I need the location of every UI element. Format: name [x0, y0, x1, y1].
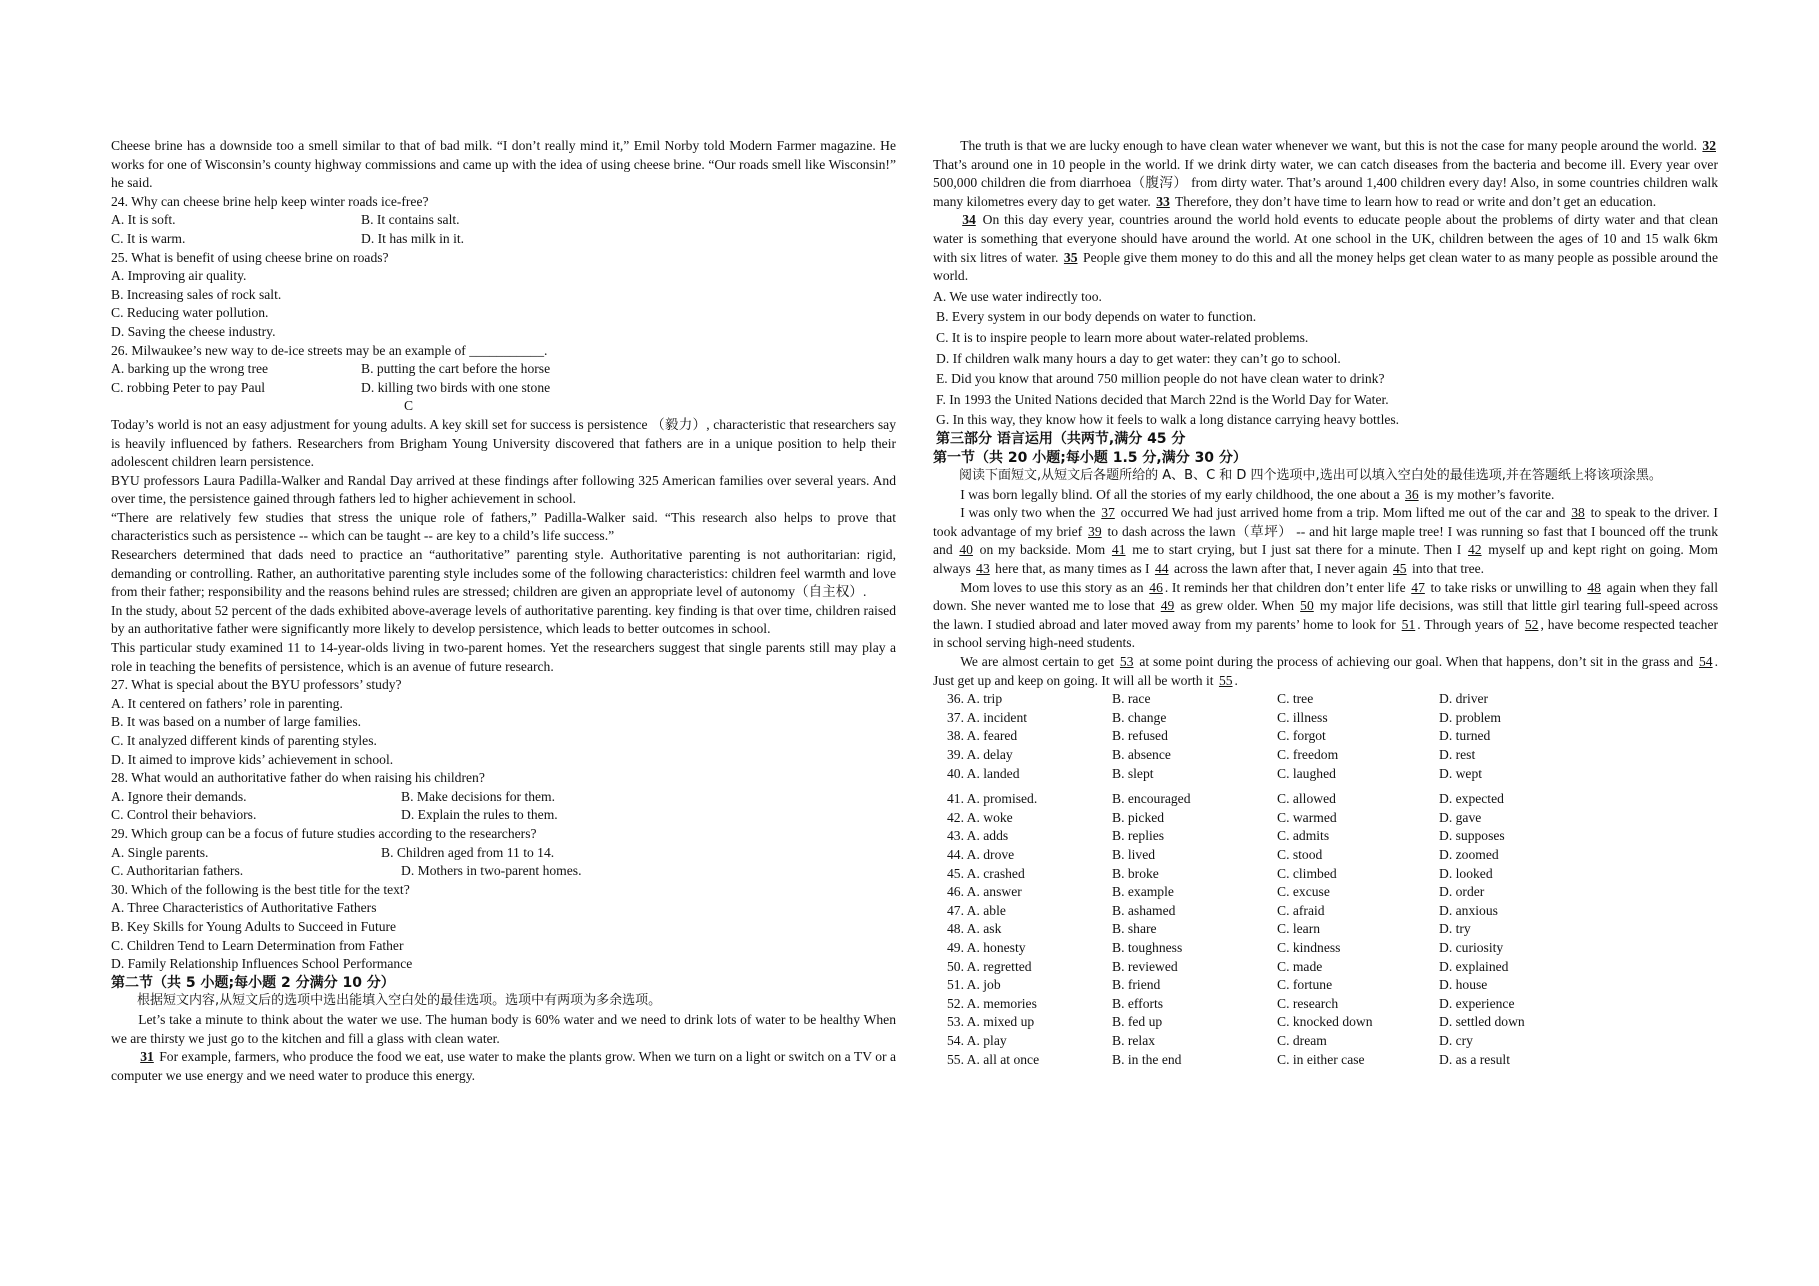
text: to speak to the driver. I took advantage of my brief	[933, 505, 1718, 539]
option-b: B. lived	[1112, 846, 1156, 862]
question-30: 30. Which of the following is the best title for the text?	[111, 881, 410, 897]
option-a: A. barking up the wrong tree	[111, 361, 269, 377]
text: People give them money to do this and all the money helps get clean water to as many people as possible around the world.	[933, 249, 1719, 284]
blank-37: 37	[1101, 505, 1115, 521]
option-b: B. absence	[1112, 747, 1171, 762]
option-c: C. freedom	[1277, 747, 1339, 762]
text: . Through years of	[1417, 616, 1519, 632]
cloze-options-table	[947, 690, 1525, 1069]
question-25: 25. What is benefit of using cheese brine on roads?	[111, 249, 389, 265]
blank-50: 50	[1300, 598, 1314, 614]
question-29: 29. Which group can be a focus of future studies according to the researchers?	[111, 825, 537, 841]
text: at some point during the process of achieving our goal. When that happens, don’t sit in the grass and	[1139, 654, 1694, 670]
blank-52: 52	[1524, 616, 1539, 632]
options-28-cd	[111, 806, 896, 825]
blank-32: 32	[1702, 138, 1716, 153]
option-b: B. broke	[1112, 865, 1159, 881]
option-d: D. experience	[1439, 995, 1515, 1011]
option-c: C. laughed	[1277, 765, 1336, 781]
cloze-option-row	[947, 958, 1525, 977]
option-d: D. zoomed	[1439, 846, 1499, 862]
option-b: B. Make decisions for them.	[401, 788, 556, 804]
cloze-option-row	[947, 846, 1525, 865]
blank-31: 31	[140, 1049, 154, 1065]
option-d: D. house	[1439, 977, 1488, 993]
cloze-option-row	[947, 1051, 1525, 1070]
option-c: C. kindness	[1277, 939, 1341, 955]
c-paragraph-3: “There are relatively few studies that stress the unique role of fathers,” Padilla-Walker said. “This research also helps to prove that characteristics such as persistence -- which can be taught -- are key to a child’s life success.”	[111, 509, 896, 544]
option-a: 48. A. ask	[947, 921, 1002, 937]
question-26: 26. Milwaukee’s new way to de-ice streets may be an example of ___________.	[111, 342, 548, 358]
question-24: 24. Why can cheese brine help keep winter roads ice-free?	[111, 193, 429, 209]
option-c: C. fortune	[1277, 977, 1333, 993]
option-d: D. gave	[1439, 809, 1482, 825]
cloze-paragraph-2	[933, 504, 1718, 578]
option-c: C. Control their behaviors.	[111, 807, 257, 823]
text: myself up and kept right on going. Mom always	[933, 542, 1718, 577]
option-c: C. Children Tend to Learn Determination from Father	[111, 937, 404, 953]
option-b: B. in the end	[1112, 1051, 1182, 1067]
text: occurred We had just arrived home from a trip. Mom lifted me out of the car and	[1120, 505, 1566, 521]
option-d: D. turned	[1439, 728, 1491, 744]
option-d: D. explained	[1439, 958, 1509, 974]
seven-option-f: F. In 1993 the United Nations decided that March 22nd is the World Day for Water.	[936, 391, 1389, 407]
cloze-option-row	[947, 827, 1525, 846]
blank-40: 40	[959, 542, 973, 558]
text: That’s around one in 10 people in the world. If we drink dirty water, we can catch diseases from the bacteria and become ill. Every year over 500,000 children die from diarrhoea（腹泻） from dirty water. That’s around 1,400 children every day! Also, in some countries children walk many kilometres every day to get water.	[933, 156, 1718, 209]
option-d: D. as a result	[1439, 1051, 1510, 1067]
option-c: C. It analyzed different kinds of parenting styles.	[111, 733, 377, 748]
cloze-option-row	[947, 883, 1525, 902]
text: The truth is that we are lucky enough to have clean water whenever we want, but this is not the case for many people around the world.	[960, 138, 1697, 153]
c-paragraph-4: Researchers determined that dads need to practice an “authoritative” parenting style. Authoritative parenting is not authoritarian: rigid, demanding or controlling. Rather, an authoritative parenting style includes some of the following characteristics: children feel warmth and love from their father; responsibility and the reasons behind rules are stressed; children are given an appropriate level of autonomy（自主权）.	[111, 547, 896, 600]
blank-43: 43	[976, 561, 990, 577]
option-a: 49. A. honesty	[947, 939, 1026, 955]
cloze-option-row	[947, 809, 1525, 828]
option-c: C. Reducing water pollution.	[111, 305, 269, 321]
option-c: C. robbing Peter to pay Paul	[111, 379, 266, 395]
text: Mom loves to use this story as an	[960, 579, 1144, 595]
water-paragraph-1: Let’s take a minute to think about the water we use. The human body is 60% water and we need to drink lots of water to be healthy When we are thirsty we just go to the kitchen and fill a glass with clean water.	[111, 1011, 896, 1046]
text: . Just get up and keep on going. It will all be worth it	[933, 654, 1718, 688]
option-b: B. slept	[1112, 765, 1154, 781]
cloze-option-row	[947, 783, 1525, 809]
option-b: B. It was based on a number of large families.	[111, 714, 362, 730]
option-c: C. forgot	[1277, 728, 1326, 744]
question-27: 27. What is special about the BYU professors’ study?	[111, 677, 402, 693]
blank-42: 42	[1467, 542, 1482, 558]
c-paragraph-6: This particular study examined 11 to 14-year-olds living in two-parent homes. Yet the researchers suggest that single parents still may play a role in teaching the benefits of persistence, which is an avenue of future research.	[111, 640, 896, 674]
option-b: B. picked	[1112, 809, 1165, 825]
option-b: B. Children aged from 11 to 14.	[381, 844, 555, 860]
option-b: B. encouraged	[1112, 791, 1191, 807]
blank-51: 51	[1401, 616, 1416, 632]
option-d: D. Saving the cheese industry.	[111, 323, 276, 339]
option-d: D. settled down	[1439, 1014, 1525, 1030]
option-d: D. expected	[1439, 791, 1504, 807]
options-29-cd	[111, 862, 896, 881]
text: again when they fall down. She never wanted me to lose that	[933, 579, 1718, 614]
option-b: B. putting the cart before the horse	[361, 361, 551, 377]
option-b: B. example	[1112, 884, 1174, 900]
option-c: C. research	[1277, 995, 1339, 1011]
blank-53: 53	[1119, 654, 1134, 670]
option-a: 50. A. regretted	[947, 958, 1032, 974]
cloze-option-row	[947, 690, 1525, 709]
option-d: D. driver	[1439, 691, 1489, 707]
option-a: 45. A. crashed	[947, 865, 1025, 881]
option-d: D. killing two birds with one stone	[361, 379, 551, 395]
text: on my backside. Mom	[979, 542, 1106, 558]
option-d: D. try	[1439, 921, 1471, 937]
part-3-title: 第三部分 语言运用（共两节,满分 45 分	[936, 430, 1186, 447]
text: We are almost certain to get	[960, 654, 1115, 670]
option-d: D. supposes	[1439, 828, 1505, 844]
brine-paragraph: Cheese brine has a downside too a smell similar to that of bad milk. “I don’t really mind it,” Emil Norby told Modern Farmer magazine. He works for one of Wisconsin’s county highway commissions and came up with the idea of using cheese brine. “Our roads smell like Wisconsin!” he said.	[111, 138, 896, 191]
water-paragraph-3	[933, 137, 1718, 211]
option-d: D. looked	[1439, 865, 1493, 881]
option-b: B. Increasing sales of rock salt.	[111, 286, 282, 302]
options-28-ab	[111, 788, 896, 807]
options-29-ab	[111, 844, 896, 863]
cloze-paragraph-1	[933, 486, 1718, 505]
option-a: 43. A. adds	[947, 828, 1009, 844]
option-d: D. Family Relationship Influences School Performance	[111, 956, 413, 972]
blank-38: 38	[1571, 505, 1585, 521]
option-b: B. replies	[1112, 828, 1165, 844]
option-d: D. problem	[1439, 709, 1501, 725]
text: to take risks or unwilling to	[1430, 579, 1582, 595]
passage-c-heading: C	[403, 398, 414, 414]
seven-option-g: G. In this way, they know how it feels to walk a long distance carrying heavy bottles.	[936, 412, 1400, 428]
text: .	[1234, 672, 1238, 688]
cloze-option-row	[947, 865, 1525, 884]
option-c: C. tree	[1277, 691, 1314, 707]
cloze-option-row	[947, 727, 1525, 746]
option-c: C. excuse	[1277, 884, 1330, 900]
seven-option-c: C. It is to inspire people to learn more about water-related problems.	[936, 329, 1309, 345]
option-d: D. order	[1439, 884, 1485, 900]
cloze-paragraph-4	[933, 653, 1718, 690]
option-a: 36. A. trip	[947, 691, 1003, 707]
cloze-options-body	[947, 690, 1525, 1069]
option-c: C. in either case	[1277, 1051, 1365, 1067]
water-paragraph-2	[111, 1048, 896, 1085]
option-a: 42. A. woke	[947, 809, 1013, 825]
option-a: A. Single parents.	[111, 844, 209, 860]
blank-55: 55	[1218, 672, 1233, 688]
text: me to start crying, but I just sat there for a minute. Then I	[1132, 542, 1462, 558]
left-column	[111, 137, 896, 1085]
option-a: A. Ignore their demands.	[111, 788, 247, 804]
option-a: 44. A. drove	[947, 846, 1015, 862]
option-a: 39. A. delay	[947, 747, 1013, 762]
options-26-cd	[111, 379, 896, 398]
blank-46: 46	[1149, 579, 1163, 595]
text: . It reminds her that children don’t enter life	[1164, 579, 1406, 595]
option-a: 41. A. promised.	[947, 791, 1038, 807]
section-2-title: 第二节（共 5 小题;每小题 2 分满分 10 分）	[111, 974, 395, 991]
option-d: D. Explain the rules to them.	[401, 807, 558, 823]
option-a: 53. A. mixed up	[947, 1014, 1035, 1030]
option-a: 54. A. play	[947, 1032, 1007, 1048]
option-c: C. dream	[1277, 1032, 1327, 1048]
text: Therefore, they don’t have time to learn how to read or write and don’t get an education.	[1171, 193, 1657, 209]
seven-option-a: A. We use water indirectly too.	[933, 288, 1102, 304]
option-c: C. illness	[1277, 709, 1328, 725]
cloze-option-row	[947, 902, 1525, 921]
cloze-option-row	[947, 1013, 1525, 1032]
option-c: C. warmed	[1277, 809, 1337, 825]
question-28: 28. What would an authoritative father do when raising his children?	[111, 770, 485, 786]
option-a: A. Three Characteristics of Authoritative Fathers	[111, 900, 377, 916]
option-c: C. Authoritarian fathers.	[111, 863, 244, 879]
option-c: C. admits	[1277, 828, 1330, 844]
option-b: B. share	[1112, 921, 1157, 937]
option-a: 46. A. answer	[947, 884, 1022, 900]
option-c: C. knocked down	[1277, 1014, 1373, 1030]
options-26-ab	[111, 360, 896, 379]
c-paragraph-5: In the study, about 52 percent of the dads exhibited above-average levels of authoritative parenting. key finding is that over time, children raised by an authoritative father were significantly more likely to develop persistence, which leads to better outcomes in school.	[111, 602, 896, 637]
blank-47: 47	[1411, 579, 1425, 595]
cloze-option-row	[947, 939, 1525, 958]
option-c: C. stood	[1277, 846, 1323, 862]
option-c: C. learn	[1277, 921, 1321, 937]
option-a: 37. A. incident	[947, 709, 1028, 725]
option-d: D. anxious	[1439, 902, 1498, 918]
seven-option-d: D. If children walk many hours a day to get water: they can’t go to school.	[936, 350, 1341, 366]
option-b: B. ashamed	[1112, 902, 1176, 918]
option-b: B. It contains salt.	[361, 212, 460, 228]
option-d: D. wept	[1439, 765, 1483, 781]
water-paragraph-4	[933, 211, 1718, 285]
blank-36: 36	[1405, 486, 1419, 502]
option-b: B. efforts	[1112, 995, 1164, 1011]
option-d: D. It has milk in it.	[361, 230, 465, 246]
seven-option-b: B. Every system in our body depends on water to function.	[936, 309, 1257, 325]
cloze-option-row	[947, 920, 1525, 939]
blank-45: 45	[1392, 561, 1407, 577]
blank-48: 48	[1587, 579, 1601, 595]
option-c: C. It is warm.	[111, 230, 186, 246]
cloze-option-row	[947, 765, 1525, 784]
option-c: C. allowed	[1277, 791, 1336, 807]
section-1-title: 第一节（共 20 小题;每小题 1.5 分,满分 30 分）	[933, 449, 1247, 466]
option-b: B. reviewed	[1112, 958, 1178, 974]
text: , have become respected teacher in school serving high-need students.	[933, 616, 1719, 651]
option-a: 51. A. job	[947, 977, 1001, 993]
c-paragraph-2: BYU professors Laura Padilla-Walker and Randal Day arrived at these findings after following 325 American families over several years. And over time, the persistence gained through fathers led to higher achievement in school.	[111, 472, 896, 507]
option-d: D. Mothers in two-parent homes.	[401, 863, 582, 879]
option-b: B. fed up	[1112, 1014, 1163, 1030]
cloze-option-row	[947, 746, 1525, 765]
option-d: D. It aimed to improve kids’ achievement in school.	[111, 751, 394, 767]
blank-33: 33	[1156, 193, 1170, 209]
text: I was only two when the	[960, 505, 1096, 521]
section-1-instructions: 阅读下面短文,从短文后各题所给的 A、B、C 和 D 四个选项中,选出可以填入空白处的最佳选项,并在答题纸上将该项涂黑。	[959, 468, 1662, 484]
cloze-paragraph-3	[933, 579, 1718, 653]
option-d: D. cry	[1439, 1032, 1473, 1048]
text: here that, as many times as I	[995, 561, 1150, 577]
option-a: 40. A. landed	[947, 765, 1020, 781]
blank-41: 41	[1111, 542, 1126, 558]
text: as grew older. When	[1180, 598, 1295, 614]
seven-option-e: E. Did you know that around 750 million people do not have clean water to drink?	[936, 371, 1385, 387]
option-b: B. toughness	[1112, 939, 1183, 955]
option-a: 38. A. feared	[947, 728, 1018, 744]
option-a: A. It centered on fathers’ role in parenting.	[111, 695, 343, 711]
option-b: B. race	[1112, 691, 1151, 707]
option-b: B. change	[1112, 709, 1167, 725]
option-b: B. refused	[1112, 728, 1168, 744]
blank-34: 34	[962, 212, 976, 228]
option-a: A. Improving air quality.	[111, 268, 247, 284]
cloze-option-row	[947, 995, 1525, 1014]
options-24-ab	[111, 211, 896, 230]
option-a: A. It is soft.	[111, 212, 176, 228]
option-b: B. friend	[1112, 977, 1161, 993]
option-d: D. rest	[1439, 747, 1476, 762]
text: my major life decisions, was still that little girl tearing full-speed across the lawn. I studied abroad and later moved away from my parents’ home to look for	[933, 598, 1718, 632]
option-b: B. relax	[1112, 1032, 1156, 1048]
text: On this day every year, countries around the world hold events to educate people about the problems of dirty water and that clean water is something that everyone should have around the world. At one school in the UK, children between the ages of 10 and 15 walk 6km with six litres of water.	[933, 212, 1718, 265]
option-b: B. Key Skills for Young Adults to Succeed in Future	[111, 918, 397, 934]
text: I was born legally blind. Of all the stories of my early childhood, the one about a	[960, 486, 1400, 502]
text: is my mother’s favorite.	[1424, 486, 1555, 502]
options-24-cd	[111, 230, 896, 249]
water-paragraph-2-text: For example, farmers, who produce the food we eat, use water to make the plants grow. When we turn on a light or switch on a TV or a computer we use energy and we need water to produce this energy.	[111, 1049, 896, 1083]
cloze-option-row	[947, 1032, 1525, 1051]
cloze-option-row	[947, 709, 1525, 728]
right-column	[933, 137, 1718, 1069]
option-a: 55. A. all at once	[947, 1051, 1040, 1067]
option-c: C. climbed	[1277, 865, 1337, 881]
c-paragraph-1: Today’s world is not an easy adjustment for young adults. A key skill set for success is persistence （毅力）, characteristic that researchers say is heavily influenced by fathers. Researchers from Brigham Young University discovered that fathers are in a unique position to help their adolescent children learn persistence.	[111, 416, 896, 470]
option-a: 47. A. able	[947, 902, 1006, 918]
option-c: C. made	[1277, 958, 1323, 974]
text: across the lawn after that, I never again	[1173, 561, 1388, 577]
option-a: 52. A. memories	[947, 995, 1037, 1011]
option-c: C. afraid	[1277, 902, 1325, 918]
section-2-instructions: 根据短文内容,从短文后的选项中选出能填入空白处的最佳选项。选项中有两项为多余选项。	[137, 993, 662, 1009]
blank-35: 35	[1063, 249, 1078, 265]
option-d: D. curiosity	[1439, 939, 1504, 955]
text: to dash across the lawn（草坪） -- and hit large maple tree! I was running so fast that I bounced off the trunk and	[933, 523, 1718, 558]
blank-49: 49	[1160, 598, 1175, 614]
blank-54: 54	[1698, 654, 1713, 670]
blank-44: 44	[1154, 561, 1169, 577]
text: into that tree.	[1411, 561, 1485, 577]
blank-39: 39	[1088, 523, 1102, 539]
cloze-option-row	[947, 976, 1525, 995]
